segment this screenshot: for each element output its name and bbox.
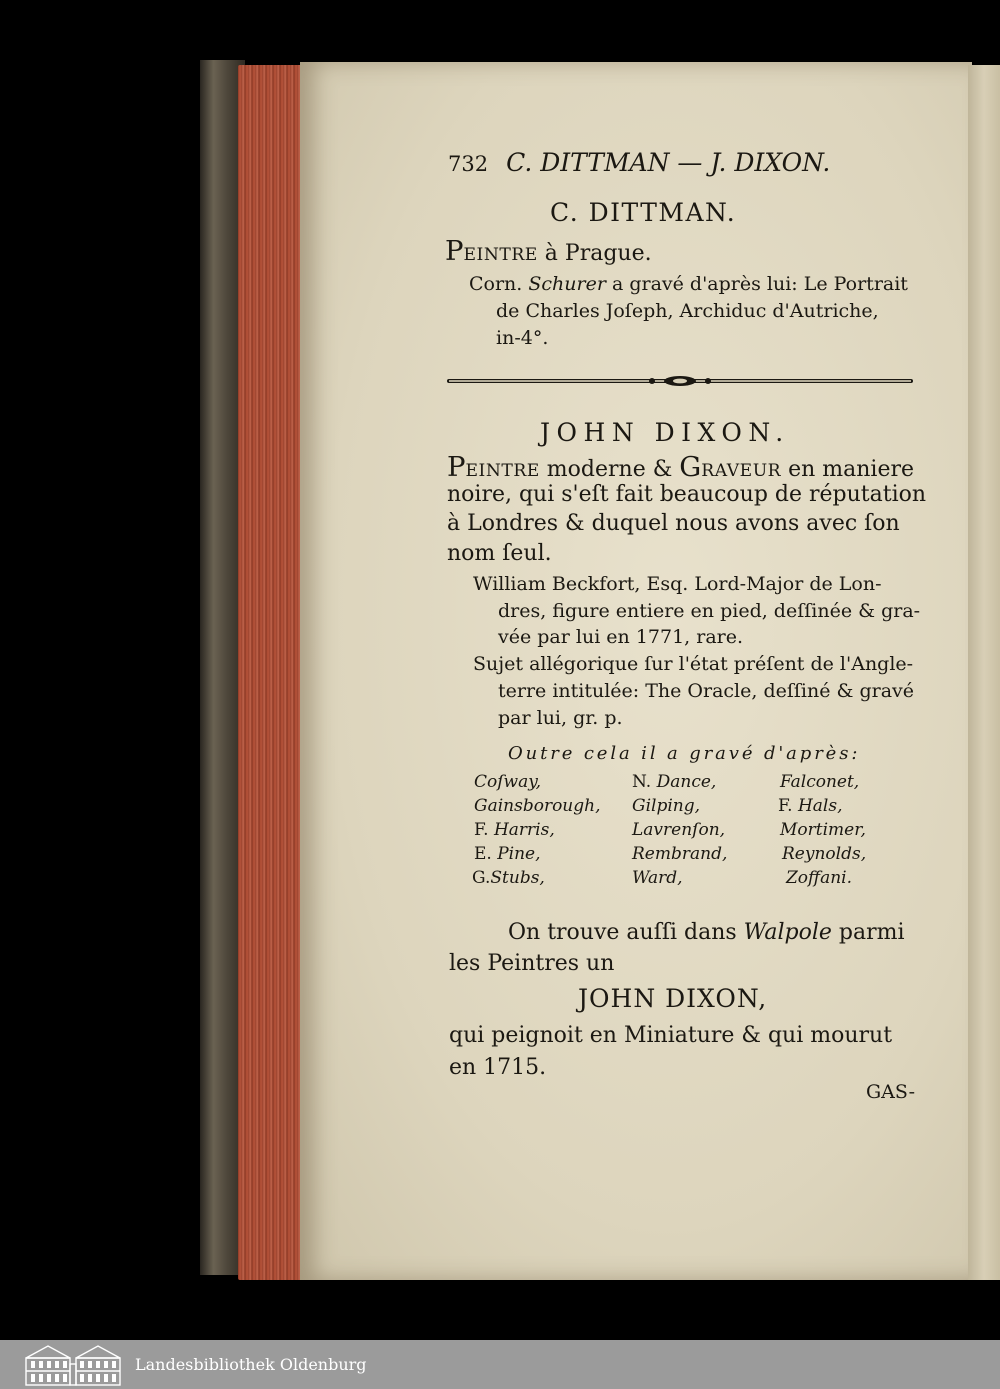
dixon-work-line: par lui, gr. p. — [498, 707, 623, 729]
engraver-name: Falconet, — [780, 772, 860, 792]
engraver-name: Ward, — [632, 868, 683, 888]
entry-dittman-description: PEINTRE à Prague. — [445, 235, 652, 267]
dixon-description-line: à Londres & duquel nous avons avec ſon — [447, 511, 900, 536]
engraver-name: Gainsborough, — [474, 796, 601, 816]
engraver-name: F. Harris, — [474, 820, 555, 840]
engraved-after-intro: Outre cela il a gravé d'après: — [508, 743, 861, 764]
entry-title-dittman: C. DITTMAN. — [550, 198, 737, 227]
dixon-description-line: nom ſeul. — [447, 541, 552, 566]
engraver-name: Zoffani. — [786, 868, 853, 888]
running-head-title: C. DITTMAN — J. DIXON. — [506, 148, 831, 177]
engraver-name: E. Pine, — [474, 844, 541, 864]
engraver-name: Mortimer, — [780, 820, 866, 840]
dittman-work-line: Corn. Schurer a gravé d'après lui: Le Portrait — [469, 273, 908, 295]
library-building-logo-icon — [22, 1342, 124, 1387]
dixon-description-line: noire, qui s'eſt fait beaucoup de réputation — [447, 482, 927, 507]
entry-title-dixon: JOHN DIXON. — [540, 418, 790, 447]
catchword: GAS- — [866, 1081, 916, 1103]
page-number: 732 — [448, 152, 489, 176]
engraver-name: F. Hals, — [778, 796, 843, 816]
engraver-name: G.Stubs, — [472, 868, 545, 888]
dixon-work-line: William Beckfort, Esq. Lord-Major de Lon- — [473, 573, 882, 595]
running-head — [448, 150, 830, 175]
dixon-miniature-line: qui peignoit en Miniature & qui mourut — [449, 1023, 893, 1048]
dittman-work-line: de Charles Joſeph, Archiduc d'Autriche, — [496, 300, 879, 322]
dixon-work-line: dres, figure entiere en pied, deſſinée & gra- — [498, 600, 921, 622]
dixon-miniature-line: en 1715. — [449, 1055, 547, 1080]
dixon-work-line: Sujet allégorique ſur l'état préſent de l'Angle- — [473, 653, 914, 675]
facing-page-edge — [968, 65, 1000, 1280]
engraver-name: Rembrand, — [632, 844, 728, 864]
entry-title-dixon-miniature: JOHN DIXON, — [578, 984, 768, 1013]
walpole-note-line: les Peintres un — [449, 951, 615, 976]
walpole-note-line: On trouve auſſi dans Walpole parmi — [508, 920, 905, 945]
dixon-work-line: vée par lui en 1771, rare. — [498, 626, 744, 648]
red-page-edges — [238, 65, 302, 1280]
ornamental-rule — [447, 376, 913, 386]
engraver-name: Coſway, — [474, 772, 541, 792]
library-name: Landesbibliothek Oldenburg — [135, 1355, 367, 1374]
engraver-name: Reynolds, — [782, 844, 867, 864]
dixon-description-line: PEINTRE moderne & GRAVEUR en maniere — [447, 451, 915, 483]
engraver-name: Gilping, — [632, 796, 701, 816]
dixon-work-line: terre intitulée: The Oracle, deſſiné & gravé — [498, 680, 915, 702]
engraver-name: N. Dance, — [632, 772, 717, 792]
library-footer-bar — [0, 1340, 1000, 1389]
engraver-name: Lavrenſon, — [632, 820, 726, 840]
dittman-work-line: in-4°. — [496, 327, 549, 349]
